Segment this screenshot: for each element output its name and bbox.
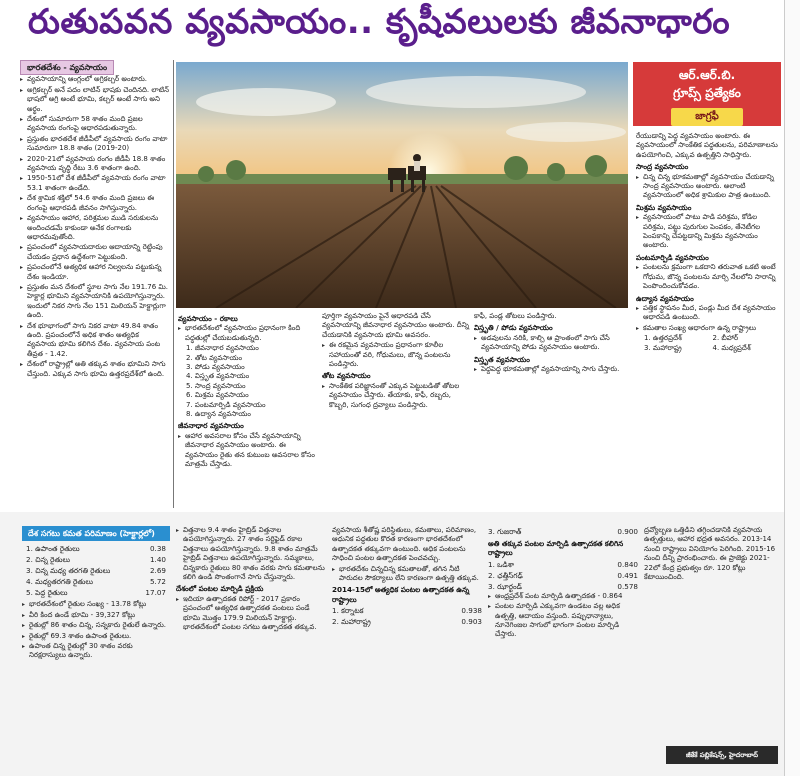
bottom-col-5 xyxy=(644,526,780,742)
text-ap-rotation: ▸ ఆంధ్రప్రదేశ్ పంట మార్పిడి ఉత్పాదకత - 0.864 xyxy=(488,592,638,601)
holding-size-title: దేశ సగటు కమత పరిమాణం (హెక్టార్లలో) xyxy=(22,526,170,541)
row-value: 2.69 xyxy=(149,566,166,576)
left-paragraph: ▸ దేశంలో రాష్ట్రాల్లో అతి తక్కువ శాతం భూమిని సాగు చేస్తుంది. ఎక్కువ సాగు భూమి ఉత్తరప్రదేశ్‌లో ఉంది. xyxy=(20,360,170,379)
left-paragraph: ▸ ప్రపంచంలో వ్యవసాయదారుల ఆదాయాన్ని రెట్టింపు చేయడం ప్రధాన ఉద్దేశంగా పెట్టుకుంది. xyxy=(20,243,170,262)
left-paragraph: ▸ ప్రస్తుతం మన దేశంలో స్థూల సాగు నేల 191.76 మి. హెక్టార్ల భూమిని వ్యవసాయానికి ఉపయోగిస్తున్నారు. ఇందులో నికర సాగు నేల 151 మిలియన్ హెక్టార్లుగా ఉంది. xyxy=(20,283,170,321)
table-row xyxy=(488,581,638,592)
heading-low-productivity: అతి తక్కువ పంటల మార్పిడి ఉత్పాదకత కలిగిన రాష్ట్రాలు xyxy=(488,539,624,558)
page-edge-strip xyxy=(784,0,800,776)
left-paragraph: ▸ దేశ శ్రామిక శక్తిలో 54.6 శాతం మంది ప్రజలు ఈ రంగంపై ఆధారపడి జీవనం సాగిస్తున్నారు. xyxy=(20,194,170,213)
rrb-groups-badge xyxy=(633,62,781,126)
right-column xyxy=(636,132,781,508)
right-intro: రేయుడాన్ని పెద్ద వ్యవసాయం అంటారు. ఈ వ్యవసాయంలో సాంకేతిక పద్ధతులను, పరిమాణాలను ఉపయోగించి, ఎక్కువ ఉత్పత్తిని సాధిస్తారు. xyxy=(636,132,778,159)
row-value: 0.491 xyxy=(617,570,638,580)
row-value: 5.72 xyxy=(149,577,166,587)
left-paragraph: ▸ దేశంలో సుమారుగా 58 శాతం మంది ప్రజల వ్యవసాయ రంగంపై ఆధారపడుతున్నారు. xyxy=(20,115,170,134)
row-value: 0.903 xyxy=(461,617,482,627)
row-value: 0.38 xyxy=(149,544,166,554)
table-row xyxy=(26,565,166,576)
high-productivity-table xyxy=(332,605,482,627)
table-row xyxy=(26,543,166,554)
bottom-col-3 xyxy=(332,526,482,772)
text-mixed: ▸ వ్యవసాయంలో పాటు పాడి పరిశ్రమ, కోడిల పరిశ్రమ, పట్టు పురుగుల పెంపకం, తేనెటీగల పెంపకాన్ని చేపట్టడాన్ని మిశ్రమ వ్యవసాయం అంటారు. xyxy=(636,213,781,251)
row-label: 5. పెద్ద రైతులు xyxy=(26,588,68,598)
heading-rotation-process: దేశంలో పంటల మార్పిడి ప్రక్రియ xyxy=(176,584,264,594)
mid-col-3 xyxy=(474,312,628,508)
holding-state: 1. ఉత్తరప్రదేశ్ xyxy=(644,334,682,343)
types-list xyxy=(178,344,318,419)
row-label: 1. కర్నాటక xyxy=(332,606,364,616)
left-paragraph: ▸ ప్రపంచంలోనే అత్యధిక ఆహార నిల్వలను పట్టుకున్న దేశం ఇండియా. xyxy=(20,263,170,282)
text-rotation-benefit: ▸ పంటల మార్పిడి ఎక్కువగా ఉండటం వల్ల అధిక ఉత్పత్తి, ఆదాయం వస్తుంది. పప్పుధాన్యాలు, నూనెగింజల సాగులో భాగంగా పంటల మార్పిడి చేస్తారు. xyxy=(488,602,638,640)
type-item: 3. పోడు వ్యవసాయం xyxy=(186,363,245,372)
text-plantation-cont: కాఫీ, పండ్ల తోటలు పండిస్తారు. xyxy=(474,312,557,320)
row-value: 0.938 xyxy=(461,606,482,616)
text-holdings: ▸ కమతాల సంఖ్య ఆధారంగా ఉన్న రాష్ట్రాలు xyxy=(636,324,781,333)
text-small-holdings: ▸ భారతదేశం చిన్నచిన్న కమతాలతో, తగిన నీటి పారుదల సౌకర్యాలు లేని కారణంగా ఉత్పత్తి తక్కువ. xyxy=(332,565,482,584)
text-productivity: ▸ ఇదియా ఉత్పాదకత రిపోర్ట్ - 2017 ప్రకారం ప్రపంచంలో అత్యధిక ఉత్పాదకత పంటలు పండే భూమి మొత్తం 179.9 మిలియన్ హెక్టార్లు. భారతదేశంలో పంటల సగటు ఉత్పాదకత తక్కువ. xyxy=(176,595,326,633)
row-value: 0.900 xyxy=(617,527,638,536)
text-crop-rotation: ▸ పంటలను క్రమంగా ఒకదాని తరువాత ఒకటి అంటే గోధుమ, జొన్న పంటలను మార్చి నేలలోని సారాన్ని పెంపొందించుకోవడం. xyxy=(636,263,781,291)
text-shifting: ▸ అడవులను నరికి, కాల్చి ఆ ప్రాంతంలో సాగు చేసే వ్యవసాయాన్ని పోడు వ్యవసాయం అంటారు. xyxy=(474,334,628,353)
heading-intensive: సాంద్ర వ్యవసాయం xyxy=(636,162,689,172)
row-value: 17.07 xyxy=(145,588,166,598)
text-horticulture: ▸ పత్తిక స్థాపనం మీద, పండ్లు మీద దేశ వ్యవసాయం ఆధారపడి ఉంటుంది. xyxy=(636,304,781,323)
table-row xyxy=(488,526,638,537)
mid-col-2 xyxy=(322,312,470,508)
text-illiteracy: ▸ ఉపాంత చిన్న రైతుల్లో 30 శాతం వరకు నిరక్షరాస్యులు ఉన్నారు. xyxy=(22,642,170,661)
heading-crop-rotation: పంటమార్పిడి వ్యవసాయం xyxy=(636,252,709,262)
left-paragraph: ▸ అగ్రికల్చర్ అనే పదం లాటిన్ భాషకు చెందినది. లాటిన్ భాషలో అగ్రి అంటే భూమి, కల్చర్ అంటే సాగు అని అర్థం. xyxy=(20,86,170,114)
left-paragraph: ▸ 1950-51లో దేశ జీడీపీలో వ్యవసాయ రంగం వాటా 53.1 శాతంగా ఉండేది. xyxy=(20,174,170,193)
type-item: 8. ఉద్యాన వ్యవసాయం xyxy=(186,410,251,419)
text-types: ▸ భారతదేశంలో వ్యవసాయం ప్రధానంగా కింది పద్ధతుల్లో చేయబడుతున్నది. xyxy=(178,324,318,343)
heading-shifting: విస్తృతి / పోడు వ్యవసాయం xyxy=(474,323,553,333)
bottom-col-2 xyxy=(176,526,326,772)
type-item: 5. సాంద్ర వ్యవసాయం xyxy=(186,381,246,390)
text-land-area: ▸ వీరి కింద ఉండే భూమి - 39,327 కోట్లు xyxy=(22,611,170,620)
row-label: 3. గుజరాత్ xyxy=(488,527,522,536)
heading-high-productivity: 2014-15లో అత్యధిక పంటల ఉత్పాదకత ఉన్న రాష్ట్రాలు xyxy=(332,585,470,604)
holdings-list xyxy=(636,334,781,353)
left-paragraph: ▸ ప్రస్తుతం భారతదేశ జీడీపీలో వ్యవసాయ రంగం వాటా సుమారుగా 18.8 శాతం (2019-20) xyxy=(20,135,170,154)
farm-photo xyxy=(176,62,628,308)
mid-col-1 xyxy=(178,312,318,508)
row-label: 3. ఝార్ఖండ్ xyxy=(488,581,522,591)
table-row xyxy=(332,616,482,627)
row-value: 0.578 xyxy=(617,581,638,591)
text-extensive: ▸ పెద్దపెద్ద భూకమతాల్లో వ్యవసాయాన్ని సాగు చేస్తారు. xyxy=(474,365,628,374)
left-paragraph: ▸ 2020-21లో వ్యవసాయ రంగం జీడీపీ 18.8 శాతం వ్యవసాయ వృద్ధి రేటు 3.6 శాతంగా ఉంది. xyxy=(20,155,170,174)
text-farmers-count: ▸ భారతదేశంలో రైతుల సంఖ్య - 13.78 కోట్లు xyxy=(22,600,170,609)
heading-plantation: తోట వ్యవసాయం xyxy=(322,371,371,381)
type-item: 6. మిశ్రమ వ్యవసాయం xyxy=(186,391,249,400)
publisher-credit: జీకేకే పబ్లికేషన్స్, హైదరాబాద్ xyxy=(666,746,778,764)
table-row xyxy=(332,605,482,616)
row-label: 2. చిన్న రైతులు xyxy=(26,555,71,565)
productivity-table-cont xyxy=(488,526,638,537)
left-paragraph: ▸ దేశ భూభాగంలో సాగు నికర వాటా 49.84 శాతం ఉంది. ప్రపంచంలోనే అధిక శాతం అత్యధిక వ్యవసాయ భూమి కలిగిన దేశం. వ్యవసాయ పంట తీవ్రత - 1.42. xyxy=(20,322,170,360)
table-row xyxy=(488,570,638,581)
ploughing-field-illustration xyxy=(176,62,628,308)
section-tag: భారతదేశం - వ్యవసాయం xyxy=(20,60,114,75)
page-headline: రుతుపవన వ్యవసాయం.. కృషీవలులకు జీవనాధారం xyxy=(28,2,731,42)
type-item: 4. విస్తృత వ్యవసాయం xyxy=(186,372,250,381)
text-inflation: ద్రవ్యోల్బణ ఒత్తిడిని తగ్గించడానికి వ్యవసాయ ఉత్పత్తులు, ఆహార భద్రత అవసరం. 2013-14 నుంచి రాష్ట్రాలు వినియోగం పెరిగింది. 2015-16 నుంచి దీన్ని ప్రారంభించారు. ఈ ప్రాజెక్టు 2021-22లో కేంద్ర ప్రభుత్వం రూ. 120 కోట్లు కేటాయించింది. xyxy=(644,526,776,582)
type-item: 7. పంటమార్పిడి వ్యవసాయం xyxy=(186,400,266,409)
table-row xyxy=(26,576,166,587)
row-label: 2. ఛత్తీస్‌గఢ్ xyxy=(488,570,523,580)
row-label: 4. మధ్యతరగతి రైతులు xyxy=(26,577,93,587)
table-row xyxy=(26,587,166,598)
row-label: 1. ఒడిశా xyxy=(488,559,515,569)
row-label: 1. ఉపాంత రైతులు xyxy=(26,544,80,554)
holding-state: 3. మహారాష్ట్ర xyxy=(644,343,682,352)
table-row xyxy=(26,554,166,565)
holding-state: 2. బీహార్ xyxy=(712,334,739,343)
text-climate: వ్యవసాయ శీతోష్ణ పరిస్థితులు, కమతాలు, పరిమాణం, ఆధునిక పద్ధతుల కొరత కారణంగా భారతదేశంలో ఉత్పాదకత తక్కువగా ఉంటుంది. అధిక పంటలను సాధించి పంటల ఉత్పాదకత పెంచవచ్చు. xyxy=(332,526,477,563)
text-marginal: ▸ రైతుల్లో 69.3 శాతం ఉపాంత రైతులు. xyxy=(22,632,170,641)
text-intensive: ▸ చిన్న చిన్న భూకమతాల్లో వ్యవసాయం చేయడాన్ని సాంద్ర వ్యవసాయం అంటారు. అలాంటి వ్యవసాయంలో అధిక శ్రామికుల పాత్ర ఉంటుంది. xyxy=(636,173,781,201)
low-productivity-table xyxy=(488,559,638,592)
headline-bar xyxy=(0,0,800,52)
table-row xyxy=(488,559,638,570)
heading-mixed: మిశ్రమ వ్యవసాయం xyxy=(636,202,692,212)
text-subsistence-cont: పూర్తిగా వ్యవసాయం పైనే ఆధారపడి చేసే వ్యవసాయాన్ని జీవనాధార వ్యవసాయం అంటారు. దీన్ని చేయడానికి వ్యవసాయ భూమి అవసరం. xyxy=(322,312,470,339)
heading-types: వ్యవసాయం - రకాలు xyxy=(178,314,238,323)
type-item: 1. జీవనాధార వ్యవసాయం xyxy=(186,344,259,353)
subject-tag: జాగ్రఫీ xyxy=(671,108,743,126)
text-subsistence-b: ▸ ఈ రకమైన వ్యవసాయం ప్రధానంగా కూలీల సహాయంతో వరి, గోధుమలు, జొన్న పంటలను పండిస్తారు. xyxy=(322,341,470,369)
holding-state: 4. మధ్యప్రదేశ్ xyxy=(712,343,751,352)
row-label: 2. మహారాష్ట్ర xyxy=(332,617,371,627)
bottom-col-4 xyxy=(488,526,638,772)
text-small-farmers: ▸ రైతుల్లో 86 శాతం చిన్న, సన్నకారు రైతులే ఉన్నారు. xyxy=(22,621,170,630)
row-value: 1.40 xyxy=(149,555,166,565)
bottom-col-1 xyxy=(22,526,170,772)
heading-extensive: విస్తృత వ్యవసాయం xyxy=(474,354,530,364)
text-subsistence: ▸ ఆహార అవసరాల కోసం చేసే వ్యవసాయాన్ని జీవనాధార వ్యవసాయం అంటారు. ఈ వ్యవసాయం రైతు తన కుటుంబ అవసరాల కోసం మాత్రమే చేస్తాడు. xyxy=(178,432,318,470)
row-label: 3. చిన్న మధ్య తరగతి రైతులు xyxy=(26,566,111,576)
badge-line2: గ్రూప్స్ ప్రత్యేకం xyxy=(673,86,741,100)
type-item: 2. తోట వ్యవసాయం xyxy=(186,353,242,362)
heading-horticulture: ఉద్యాన వ్యవసాయం xyxy=(636,293,694,303)
left-column xyxy=(20,60,170,508)
left-paragraphs xyxy=(20,75,170,379)
text-plantation: ▸ సాంకేతిక పరిజ్ఞానంతో ఎక్కువ పెట్టుబడితో తోటల వ్యవసాయం చేస్తారు. తేయాకు, కాఫీ, రబ్బరు, కొబ్బరి, సుగంధ ద్రవ్యాలు పండిస్తారు. xyxy=(322,382,470,410)
left-paragraph: ▸ వ్యవసాయాన్ని ఆంగ్లంలో అగ్రికల్చర్ అంటారు. xyxy=(20,75,170,84)
col-divider xyxy=(173,60,174,508)
row-value: 0.840 xyxy=(617,559,638,569)
holding-size-table xyxy=(22,541,170,600)
text-seeds: ▸ విత్తనాల 9.4 శాతం హైబ్రిడ్ విత్తనాల ఉపయోగిస్తున్నారు. 27 శాతం సర్టిఫైడ్ రకాల విత్తనాలు ఉపయోగిస్తున్నారు. 9.8 శాతం మాత్రమే హైబ్రిడ్ విత్తనాలు ఉపయోగిస్తున్నారు. సమ్మకాలు, చిన్నకారు రైతులు 80 శాతం వరకు సాగు కమతాలను కలిగి ఉండి సొంతంగానే సాగు చేస్తున్నారు. xyxy=(176,526,326,582)
heading-subsistence: జీవనాధార వ్యవసాయం xyxy=(178,421,244,431)
left-paragraph: ▸ వ్యవసాయం ఆహార, పరిశ్రమల ముడి సరుకులను అందించడమే కాకుండా అనేక రంగాలకు ఆధారమవుతోంది. xyxy=(20,214,170,242)
badge-line1: ఆర్.ఆర్.బి. xyxy=(678,68,736,82)
